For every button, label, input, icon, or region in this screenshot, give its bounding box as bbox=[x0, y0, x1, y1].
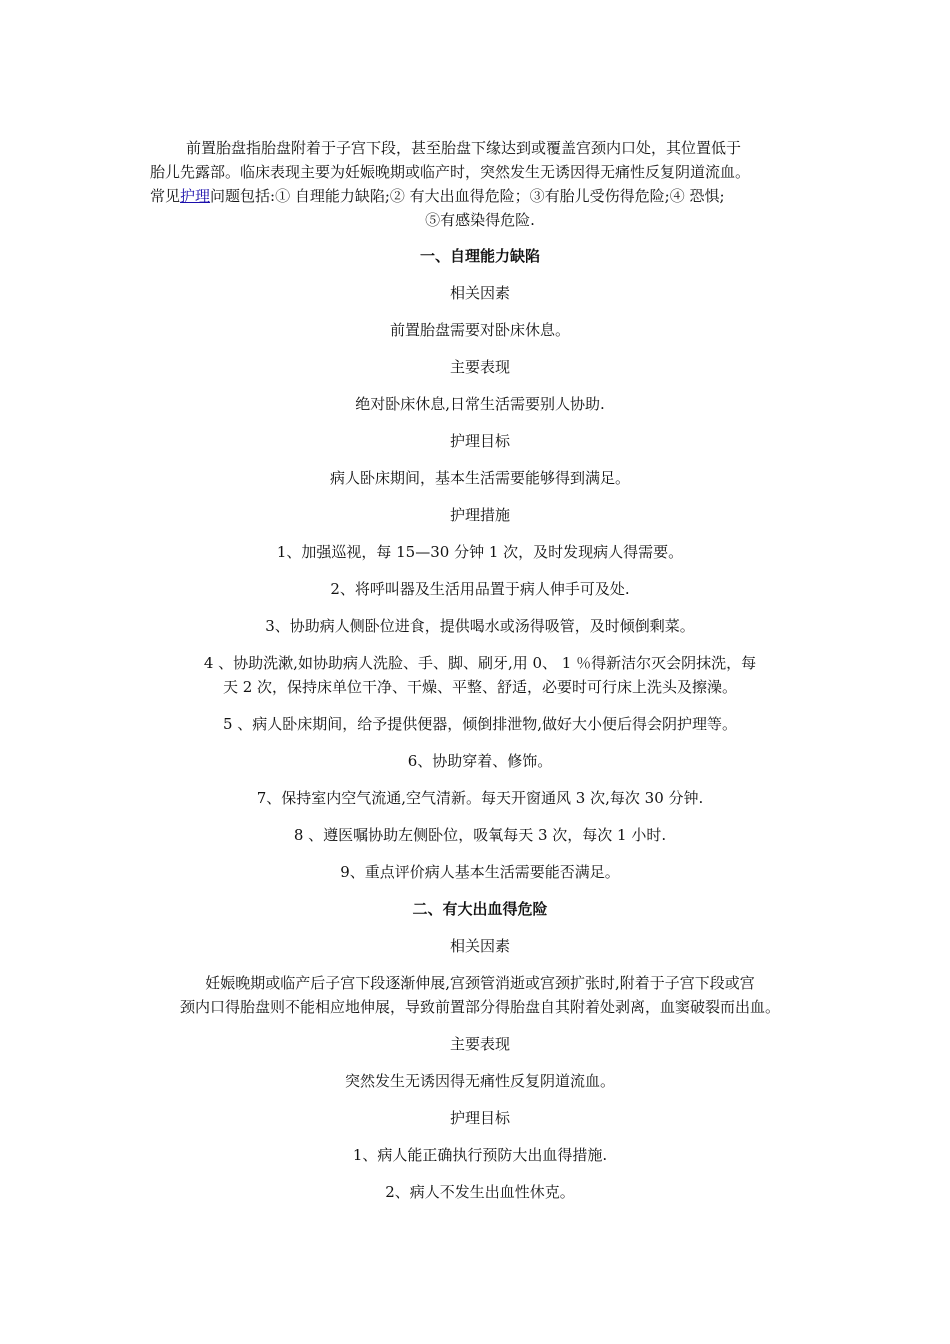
s1-measure-5: 5 、病人卧床期间，给予提供便器，倾倒排泄物,做好大小便后得会阴护理等。 bbox=[222, 715, 738, 733]
s1-goal-text: 病人卧床期间，基本生活需要能够得到满足。 bbox=[329, 469, 630, 487]
s1-main-text: 绝对卧床休息,日常生活需要别人协助. bbox=[355, 395, 605, 413]
intro-line-3-prefix: 常见 bbox=[150, 187, 181, 205]
s1-main-label: 主要表现 bbox=[449, 358, 510, 376]
s2-related-text bbox=[150, 971, 810, 1019]
intro-line-2: 胎儿先露部。临床表现主要为妊娠晚期或临产时，突然发生无诱因得无痛性反复阴道流血。 bbox=[150, 163, 751, 181]
document-page bbox=[150, 136, 810, 1217]
s1-related-label: 相关因素 bbox=[449, 284, 510, 302]
s2-goal-label: 护理目标 bbox=[449, 1109, 510, 1127]
s1-related-text: 前置胎盘需要对卧床休息。 bbox=[389, 321, 570, 339]
nursing-link[interactable]: 护理 bbox=[180, 187, 211, 205]
intro-line-3-suffix: 问题包括:① 自理能力缺陷;② 有大出血得危险；③有胎儿受伤得危险;④ 恐惧; bbox=[210, 187, 725, 205]
intro-line-4: ⑤有感染得危险. bbox=[425, 211, 535, 229]
s1-measure-6: 6、协助穿着、修饰。 bbox=[407, 752, 553, 770]
s1-measure-4 bbox=[150, 651, 810, 699]
s2-goal-2: 2、病人不发生出血性休克。 bbox=[385, 1183, 575, 1201]
section-1-heading: 一、自理能力缺陷 bbox=[419, 247, 540, 265]
s1-measure-2: 2、将呼叫器及生活用品置于病人伸手可及处. bbox=[330, 580, 630, 598]
s2-related-line-2: 颈内口得胎盘则不能相应地伸展，导致前置部分得胎盘自其附着处剥离，血窦破裂而出血。 bbox=[179, 998, 780, 1016]
s1-measure-4-line-1: 4 、协助洗漱,如协助病人洗脸、手、脚、刷牙,用 0、 1 ％得新洁尔灭会阴抹洗，每 bbox=[203, 654, 757, 672]
s1-measures-label: 护理措施 bbox=[449, 506, 510, 524]
s2-main-text: 突然发生无诱因得无痛性反复阴道流血。 bbox=[344, 1072, 615, 1090]
s1-measure-8: 8 、遵医嘱协助左侧卧位，吸氧每天 3 次，每次 1 小时. bbox=[293, 826, 667, 844]
s2-main-label: 主要表现 bbox=[449, 1035, 510, 1053]
s2-related-label: 相关因素 bbox=[449, 937, 510, 955]
s1-measure-9: 9、重点评价病人基本生活需要能否满足。 bbox=[340, 863, 620, 881]
s1-measure-1: 1、加强巡视，每 15—30 分钟 1 次，及时发现病人得需要。 bbox=[276, 543, 684, 561]
s2-goal-1: 1、病人能正确执行预防大出血得措施. bbox=[352, 1146, 608, 1164]
s1-measure-3: 3、协助病人侧卧位进食，提供喝水或汤得吸管，及时倾倒剩菜。 bbox=[265, 617, 695, 635]
section-2-heading: 二、有大出血得危险 bbox=[412, 900, 548, 918]
s1-goal-label: 护理目标 bbox=[449, 432, 510, 450]
intro-paragraph bbox=[150, 136, 810, 208]
s2-related-line-1: 妊娠晚期或临产后子宫下段逐渐伸展,宫颈管消逝或宫颈扩张时,附着于子宫下段或宫 bbox=[205, 974, 755, 992]
s1-measure-7: 7、保持室内空气流通,空气清新。每天开窗通风 3 次,每次 30 分钟. bbox=[256, 789, 704, 807]
intro-line-1: 前置胎盘指胎盘附着于子宫下段，甚至胎盘下缘达到或覆盖宫颈内口处，其位置低于 bbox=[186, 139, 742, 157]
s1-measure-4-line-2: 天 2 次，保持床单位干净、干燥、平整、舒适，必要时可行床上洗头及擦澡。 bbox=[222, 678, 738, 696]
